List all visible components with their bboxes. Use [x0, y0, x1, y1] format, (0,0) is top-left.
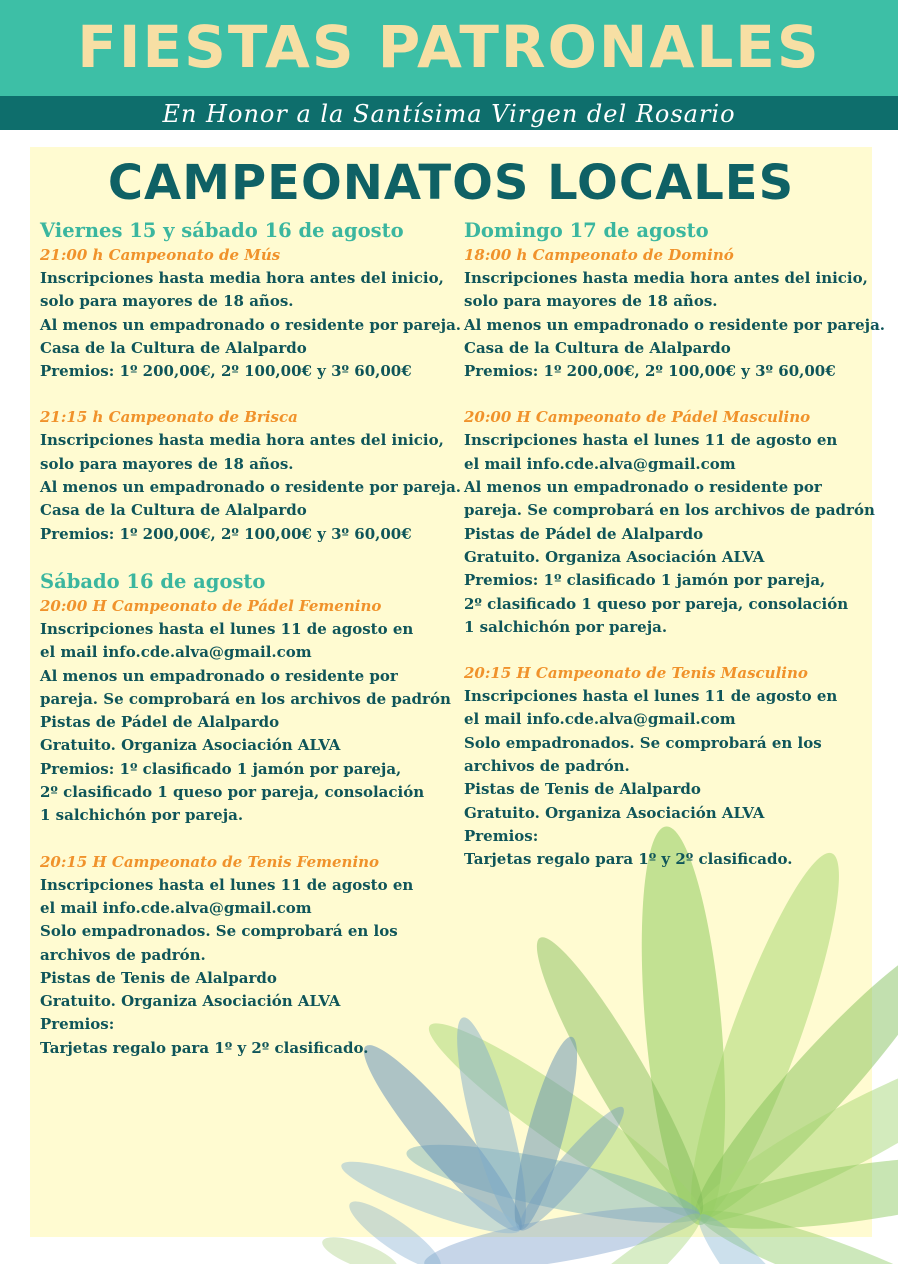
section-title: CAMPEONATOS LOCALES [107, 155, 795, 211]
event-detail: Al menos un empadronado o residente por pareja. [40, 478, 462, 497]
day-block [40, 218, 460, 546]
event-detail: Pistas de Pádel de Alalpardo [464, 524, 704, 543]
event-detail: Tarjetas regalo para 1º y 2º clasificado. [40, 1038, 369, 1057]
event-detail: Premios: 1º clasificado 1 jamón por pareja, [464, 571, 826, 590]
day-heading: Sábado 16 de agosto [40, 569, 266, 593]
event-detail: Al menos un empadronado o residente por [40, 666, 398, 685]
event-block [464, 662, 884, 871]
page-subtitle: En Honor a la Santísima Virgen del Rosario [162, 100, 736, 128]
event-detail: Inscripciones hasta el lunes 11 de agosto en [464, 687, 838, 706]
day-heading: Domingo 17 de agosto [464, 219, 709, 242]
event-block [40, 406, 460, 545]
event-detail: Gratuito. Organiza Asociación ALVA [40, 992, 341, 1011]
event-detail: solo para mayores de 18 años. [40, 292, 294, 311]
event-detail: Gratuito. Organiza Asociación ALVA [464, 803, 765, 822]
event-block [464, 244, 884, 383]
event-block [40, 244, 460, 383]
day-block [40, 569, 460, 1060]
page-title: FIESTAS PATRONALES [77, 13, 821, 81]
event-title: 20:00 H Campeonato de Pádel Femenino [40, 596, 382, 615]
event-detail: Premios: 1º 200,00€, 2º 100,00€ y 3º 60,00€ [40, 362, 412, 381]
event-title: 20:15 H Campeonato de Tenis Masculino [464, 664, 808, 683]
event-detail: 1 salchichón por pareja. [40, 806, 244, 825]
day-block [464, 218, 884, 872]
event-detail: Inscripciones hasta media hora antes del inicio, [40, 431, 444, 450]
event-detail: Pistas de Tenis de Alalpardo [40, 968, 277, 987]
event-detail: pareja. Se comprobará en los archivos de padrón [464, 501, 875, 520]
event-detail: pareja. Se comprobará en los archivos de padrón [40, 689, 451, 708]
event-detail: Premios: 1º 200,00€, 2º 100,00€ y 3º 60,00€ [464, 362, 836, 381]
event-detail: Al menos un empadronado o residente por pareja. [40, 315, 462, 334]
event-detail: archivos de padrón. [464, 757, 630, 776]
day-heading: Viernes 15 y sábado 16 de agosto [40, 219, 404, 242]
event-title: 21:00 h Campeonato de Mús [40, 246, 281, 264]
event-detail: Pistas de Tenis de Alalpardo [464, 780, 701, 799]
event-detail: Inscripciones hasta media hora antes del inicio, [40, 269, 444, 287]
event-detail: Casa de la Cultura de Alalpardo [40, 501, 307, 520]
event-detail: Solo empadronados. Se comprobará en los [464, 733, 822, 752]
event-detail: Casa de la Cultura de Alalpardo [40, 338, 307, 357]
event-detail: Al menos un empadronado o residente por pareja. [464, 315, 886, 334]
event-detail: el mail info.cde.alva@gmail.com [40, 898, 312, 917]
event-detail: solo para mayores de 18 años. [464, 292, 718, 311]
event-block [40, 595, 460, 828]
event-detail: el mail info.cde.alva@gmail.com [464, 454, 736, 473]
event-detail: Premios: [464, 826, 539, 845]
event-detail: Premios: 1º clasificado 1 jamón por pareja, [40, 759, 402, 778]
event-detail: Premios: [40, 1015, 115, 1034]
event-detail: 2º clasificado 1 queso por pareja, consolación [464, 594, 849, 613]
event-detail: 1 salchichón por pareja. [464, 617, 668, 636]
event-detail: 2º clasificado 1 queso por pareja, consolación [40, 783, 425, 802]
event-title: 18:00 h Campeonato de Dominó [464, 246, 734, 264]
event-title: 20:00 H Campeonato de Pádel Masculino [464, 408, 811, 427]
event-detail: archivos de padrón. [40, 945, 206, 964]
event-detail: Tarjetas regalo para 1º y 2º clasificado. [464, 850, 793, 869]
event-detail: el mail info.cde.alva@gmail.com [464, 710, 736, 729]
event-detail: Inscripciones hasta el lunes 11 de agosto en [464, 431, 838, 450]
event-detail: Inscripciones hasta media hora antes del inicio, [464, 269, 868, 287]
event-detail: Pistas de Pádel de Alalpardo [40, 713, 280, 732]
event-detail: Inscripciones hasta el lunes 11 de agosto en [40, 619, 414, 638]
event-block [40, 851, 460, 1060]
event-block [464, 406, 884, 639]
event-detail: solo para mayores de 18 años. [40, 454, 294, 473]
right-column [464, 218, 884, 895]
event-detail: Casa de la Cultura de Alalpardo [464, 338, 731, 357]
event-title: 21:15 h Campeonato de Brisca [40, 408, 298, 427]
event-detail: Inscripciones hasta el lunes 11 de agosto en [40, 875, 414, 894]
left-column [40, 218, 460, 1083]
event-detail: Solo empadronados. Se comprobará en los [40, 922, 398, 941]
event-detail: Al menos un empadronado o residente por [464, 478, 822, 497]
event-detail: Gratuito. Organiza Asociación ALVA [464, 547, 765, 566]
event-detail: Gratuito. Organiza Asociación ALVA [40, 736, 341, 755]
event-detail: Premios: 1º 200,00€, 2º 100,00€ y 3º 60,00€ [40, 524, 412, 543]
event-detail: el mail info.cde.alva@gmail.com [40, 643, 312, 662]
event-title: 20:15 H Campeonato de Tenis Femenino [40, 852, 380, 871]
